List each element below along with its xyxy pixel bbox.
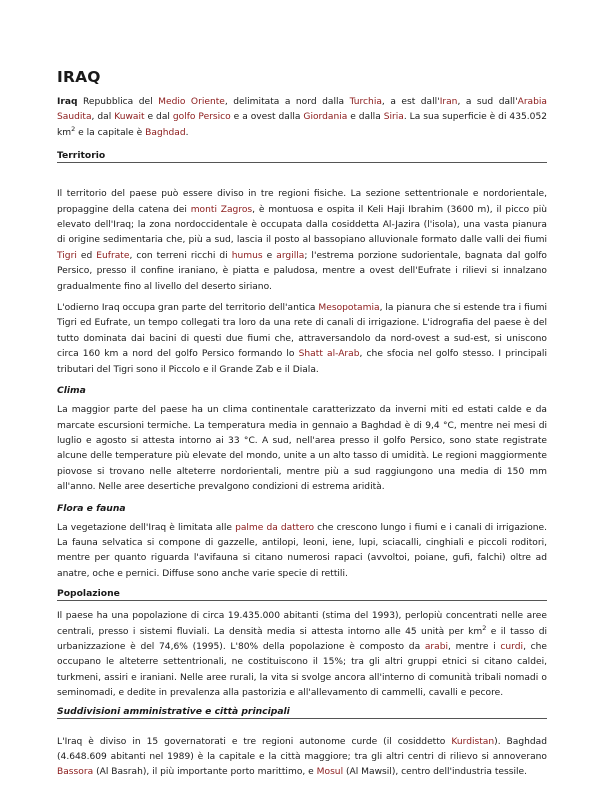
text-run: , la pianura che si estende tra i fiumi Tigri ed Eufrate, un tempo collegati tra loro da una rete di canali di irrigazione. L'idrografia del paese è del tutto dominata dai bacini di questi due fiumi che, attraversandolo da nord-ovest a sud-est, si uniscono circa 160 km a nord del golfo Persico formando lo [57, 303, 547, 360]
text-run: ed [76, 250, 97, 261]
link-mesopotamia[interactable]: Mesopotamia [318, 303, 380, 314]
link-turchia[interactable]: Turchia [349, 97, 382, 107]
text-run: , che occupano le alteterre settentrionali, ne costituiscono il 15%; tra gli altri gruppi etnici si citano caldei, turkmeni, assiri e iraniani. Nelle aree rurali, la vita si svolge ancora all'interno di comunità tribali nomadi o seminomadi, e dedite in prevalenza alla pastorizia e all'allevamento di cammelli, cavalli e pecore. [57, 641, 547, 699]
text-run: , con terreni ricchi di [129, 250, 232, 261]
suddivisioni-paragraph [57, 735, 547, 781]
text-run: e [262, 250, 277, 261]
text-run: L'odierno Iraq occupa gran parte del territorio dell'antica [57, 303, 319, 314]
text-run: e dalla [347, 112, 384, 123]
section-heading-clima: Clima [57, 385, 86, 397]
text-run: e la capitale è [75, 127, 146, 138]
link-iran[interactable]: Iran [439, 97, 458, 107]
link-arabia-saudita[interactable]: Arabia Saudita [57, 97, 547, 123]
link-mosul[interactable]: Mosul [316, 767, 344, 778]
section-heading-territorio: Territorio [57, 150, 547, 163]
text-run: , mentre i [448, 641, 501, 652]
link-argilla[interactable]: argilla [276, 250, 305, 261]
text-run: Il paese ha una popolazione di circa 19.435.000 abitanti (stima del 1993), perlopiù concentrati nelle aree centrali, presso i sistemi fluviali. La densità media si attesta intorno alle 45 unità per km [57, 611, 547, 637]
link-tigri[interactable]: Tigri [57, 250, 77, 261]
territorio-paragraph-1 [57, 187, 547, 295]
link-baghdad[interactable]: Baghdad [145, 127, 186, 138]
text-run: Repubblica del [77, 97, 159, 107]
link-eufrate[interactable]: Eufrate [96, 250, 130, 261]
document-page [57, 68, 547, 781]
text-run: (Al Basrah), il più importante porto marittimo, e [93, 767, 317, 778]
link-curdi[interactable]: curdi [500, 641, 524, 652]
link-kurdistan[interactable]: Kurdistan [451, 736, 495, 747]
text-run: , è montuosa e ospita il Keli Haji Ibrahim (3600 m), il picco più elevato dell'Iraq; la zona nordoccidentale è occupata dalla cosiddetta Al-Jazira (l'isola), una vasta pianura di origine sedimentaria che, più a sud, lascia il posto al bassopiano alluvionale formato dalle valli dei fiumi [57, 204, 547, 246]
text-run: . La sua superficie è di 435.052 km [57, 112, 548, 138]
text-run: e dal [144, 112, 173, 123]
link-golfo-persico[interactable]: golfo Persico [172, 112, 231, 123]
text-run: ; l'estrema porzione sudorientale, bagnata dal golfo Persico, presso il confine iraniano, è piatta e paludosa, mentre a ovest dell'Eufrate i rilievi si innalzano gradualmente fino al livello del deserto siriano. [57, 250, 547, 292]
text-run: . [185, 127, 189, 138]
spacer [57, 171, 547, 187]
section-heading-popolazione: Popolazione [57, 588, 547, 601]
text-run: e il tasso di urbanizzazione è del 74,6% (1995). L'80% della popolazione è composto da [57, 626, 548, 652]
text-run: Il territorio del paese può essere diviso in tre regioni fisiche. La sezione settentrionale e nordorientale, propaggine della catena dei [57, 189, 547, 215]
text-run: , delimitata a nord dalla [224, 97, 350, 107]
popolazione-paragraph [57, 609, 547, 701]
text-run: , a sud dall' [457, 97, 518, 107]
text-run: La vegetazione dell'Iraq è limitata alle [57, 522, 236, 533]
link-bassora[interactable]: Bassora [57, 767, 94, 778]
intro-bold-term: Iraq [57, 97, 78, 107]
superscript: 2 [71, 124, 76, 133]
text-run: e a ovest dalla [230, 112, 304, 123]
link-humus[interactable]: humus [231, 250, 263, 261]
link-kuwait[interactable]: Kuwait [114, 112, 145, 123]
intro-paragraph [57, 95, 547, 141]
clima-paragraph: La maggior parte del paese ha un clima continentale caratterizzato da inverni miti ed estati calde e da marcate escursioni termiche. La temperatura media in gennaio a Baghdad è di 9,4 °C, mentre nei mesi di luglio e agosto si attesta intorno ai 33 °C. A sud, nell'area presso il golfo Persico, sono state registrate alcune delle temperature più elevate del mondo, unite a un alto tasso di umidità. Le regioni maggiormente piovose si trovano nelle alteterre nordorientali, mentre più a sud raggiungono una media di 150 mm all'anno. Nelle aree desertiche prevalgono condizioni di estrema aridità. [57, 405, 547, 493]
text-run: , a est dall' [381, 97, 440, 107]
link-arabi[interactable]: arabi [424, 641, 449, 652]
spacer [57, 723, 547, 735]
territorio-paragraph-2 [57, 301, 547, 378]
text-run: , dal [91, 112, 115, 123]
section-heading-flora-fauna: Flora e fauna [57, 502, 126, 514]
text-run: L'Iraq è diviso in 15 governatorati e tre regioni autonome curde (il cosiddetto [57, 736, 452, 747]
section-heading-suddivisioni: Suddivisioni amministrative e città principali [57, 706, 547, 719]
text-run: (Al Mawsil), centro dell'industria tessile. [343, 767, 528, 778]
link-shatt-al-arab[interactable]: Shatt al-Arab [298, 349, 360, 360]
link-siria[interactable]: Siria [383, 112, 404, 123]
text-run: , che sfocia nel golfo stesso. I principali tributari del Tigri sono il Piccolo e il Grande Zab e il Diala. [57, 349, 547, 375]
page-title: IRAQ [57, 68, 101, 86]
link-monti-zagros[interactable]: monti Zagros [190, 204, 253, 215]
text-run: ). Baghdad (4.648.609 abitanti nel 1989) è la capitale e la città maggiore; tra gli altri centri di rilievo si annoverano [57, 736, 548, 762]
link-giordania[interactable]: Giordania [303, 112, 348, 123]
text-run: che crescono lungo i fiumi e i canali di irrigazione. La fauna selvatica si compone di gazzelle, antilopi, leoni, iene, lupi, sciacalli, cinghiali e piccoli roditori, mentre per quanto riguarda l'avifauna si citano numerosi rapaci (avvoltoi, poiane, gufi, falchi) oltre ad anatre, oche e pernici. Diffuse sono anche varie specie di rettili. [57, 522, 548, 579]
link-medio-oriente[interactable]: Medio Oriente [158, 97, 225, 107]
flora-paragraph [57, 521, 547, 583]
link-palme-da-dattero[interactable]: palme da dattero [235, 522, 315, 533]
superscript: 2 [482, 623, 487, 632]
